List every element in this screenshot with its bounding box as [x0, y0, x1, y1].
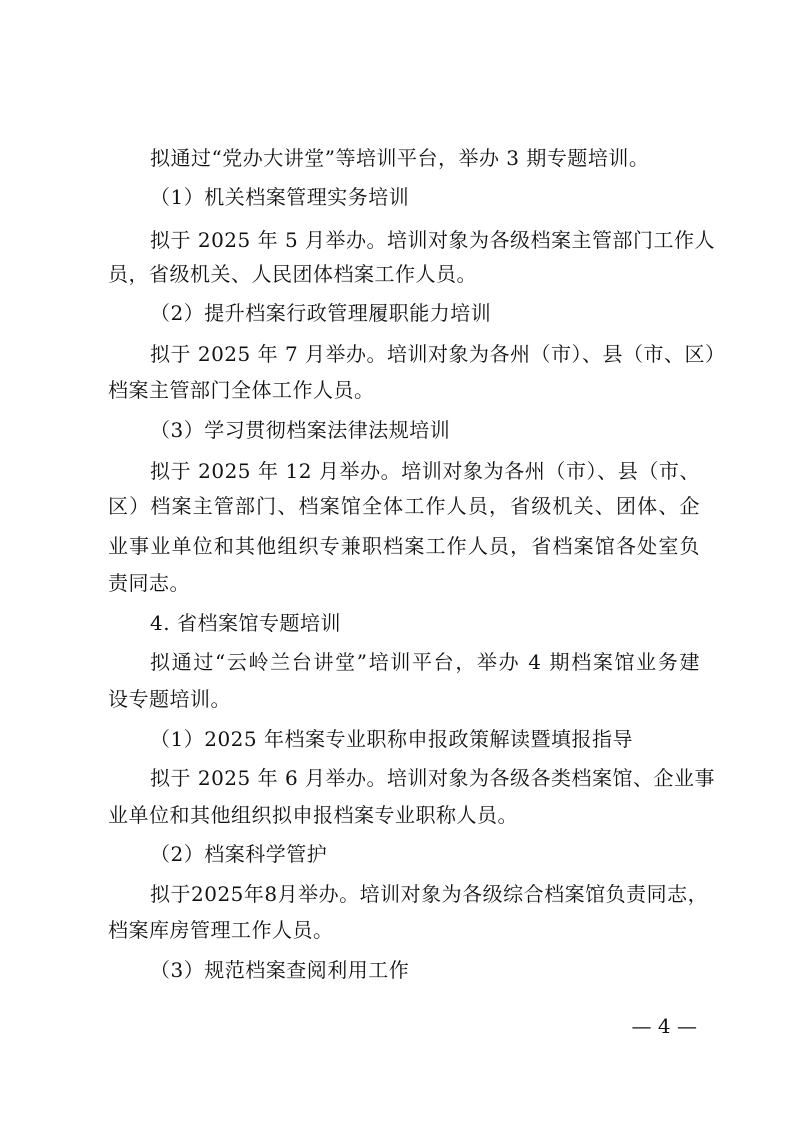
subheading: （3）规范档案查阅利用工作	[150, 958, 410, 982]
paragraph-line: 档案主管部门全体工作人员。	[108, 378, 375, 402]
paragraph-line: 设专题培训。	[108, 687, 231, 711]
subheading: （2）提升档案行政管理履职能力培训	[150, 301, 492, 325]
paragraph-line: 拟于2025年8月举办。培训对象为各级综合档案馆负责同志，	[150, 882, 709, 906]
page-number: — 4 —	[631, 1014, 697, 1038]
paragraph-line: 区）档案主管部门、档案馆全体工作人员，省级机关、团体、企	[108, 494, 700, 518]
paragraph-line: 档案库房管理工作人员。	[108, 918, 334, 942]
paragraph-line: 责同志。	[108, 571, 190, 595]
section-heading: 4. 省档案馆专题培训	[150, 611, 341, 635]
paragraph-line: 拟通过“党办大讲堂”等培训平台，举办 3 期专题培训。	[150, 146, 650, 170]
paragraph-line: 拟于 2025 年 7 月举办。培训对象为各州（市）、县（市、区）	[150, 342, 726, 366]
subheading: （3）学习贯彻档案法律法规培训	[150, 418, 451, 442]
paragraph-line: 拟于 2025 年 5 月举办。培训对象为各级档案主管部门工作人	[150, 228, 716, 252]
paragraph-line: 拟通过“云岭兰台讲堂”培训平台，举办 4 期档案馆业务建	[150, 650, 700, 674]
subheading: （1）2025 年档案专业职称申报政策解读暨填报指导	[150, 727, 633, 751]
paragraph-line: 拟于 2025 年 6 月举办。培训对象为各级各类档案馆、企业事	[150, 766, 716, 790]
paragraph-line: 业单位和其他组织拟申报档案专业职称人员。	[108, 803, 518, 827]
paragraph-line: 员，省级机关、人民团体档案工作人员。	[108, 262, 477, 286]
subheading: （1）机关档案管理实务培训	[150, 185, 410, 209]
subheading: （2）档案科学管护	[150, 842, 328, 866]
paragraph-line: 拟于 2025 年 12 月举办。培训对象为各州（市）、县（市、	[150, 459, 700, 483]
paragraph-line: 业事业单位和其他组织专兼职档案工作人员，省档案馆各处室负	[108, 534, 700, 558]
